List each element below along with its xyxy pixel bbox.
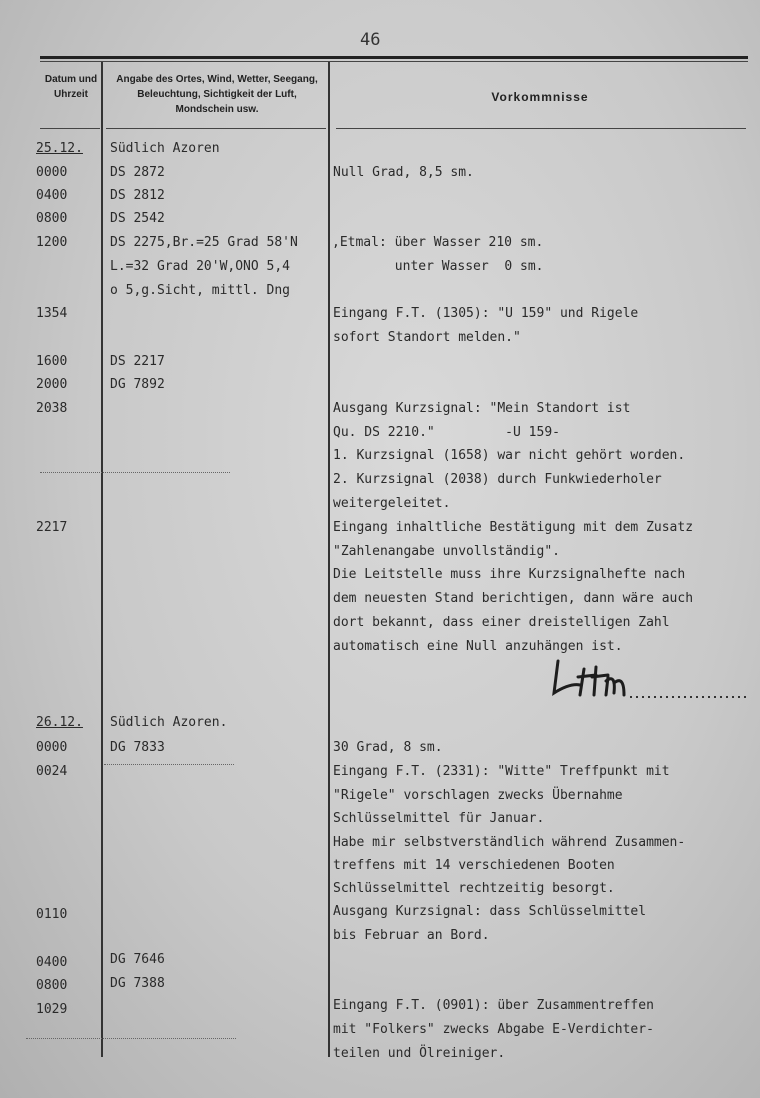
top-rule (40, 56, 748, 59)
entry-text: treffens mit 14 verschiedenen Booten (333, 858, 615, 873)
entry-text: sofort Standort melden." (333, 330, 521, 345)
entry-text: 30 Grad, 8 sm. (333, 740, 443, 755)
entry-position: o 5,g.Sicht, mittl. Dng (110, 283, 291, 298)
entry-text: dem neuesten Stand berichtigen, dann wäre auch (333, 591, 694, 606)
entry-time: 26.12. (36, 715, 83, 730)
entry-time: 0800 (36, 978, 68, 993)
entry-time: 0400 (36, 955, 68, 970)
header-date-time: Datum und Uhrzeit (44, 74, 98, 100)
entry-text: Schlüsselmittel für Januar. (333, 811, 545, 826)
entry-time: 2217 (36, 520, 68, 535)
entry-text: "Rigele" vorschlagen zwecks Übernahme (333, 788, 623, 803)
header-underline-2 (106, 128, 326, 129)
entry-text: Schlüsselmittel rechtzeitig besorgt. (333, 881, 615, 896)
dotted-line (40, 472, 230, 473)
entry-position: DG 7892 (110, 377, 165, 392)
entry-text: Null Grad, 8,5 sm. (333, 165, 474, 180)
entry-text: "Zahlenangabe unvollständig". (333, 544, 560, 559)
entry-time: 1600 (36, 354, 68, 369)
entry-position: Südlich Azoren (110, 141, 220, 156)
entry-text: 1. Kurzsignal (1658) war nicht gehört worden. (333, 448, 686, 463)
entry-text: dort bekannt, dass einer dreistelligen Zahl (333, 615, 670, 630)
header-underline-1 (40, 128, 100, 129)
entry-position: DS 2872 (110, 165, 165, 180)
entry-text: teilen und Ölreiniger. (333, 1046, 506, 1061)
entry-position: DS 2542 (110, 211, 165, 226)
entry-time: 2000 (36, 377, 68, 392)
header-underline-3 (336, 128, 746, 129)
entry-text: 2. Kurzsignal (2038) durch Funkwiederholer (333, 472, 662, 487)
entry-time: 25.12. (36, 141, 83, 156)
entry-text: Eingang F.T. (1305): "U 159" und Rigele (333, 306, 639, 321)
entry-text: mit "Folkers" zwecks Abgabe E-Verdichter- (333, 1022, 654, 1037)
entry-time: 0024 (36, 764, 68, 779)
entry-text: Qu. DS 2210." -U 159- (333, 425, 560, 440)
entry-time: 1200 (36, 235, 68, 250)
entry-position: DS 2217 (110, 354, 165, 369)
entry-position: DS 2812 (110, 188, 165, 203)
entry-text: Ausgang Kurzsignal: "Mein Standort ist (333, 401, 631, 416)
column-divider-2 (328, 62, 330, 1057)
header-location-weather: Angabe des Ortes, Wind, Wetter, Seegang, Beleuchtung, Sichtigkeit der Luft, Mondschein usw. (116, 74, 318, 115)
entry-text: bis Februar an Bord. (333, 928, 490, 943)
entry-text: Eingang F.T. (0901): über Zusammentreffen (333, 998, 654, 1013)
column-divider-1 (101, 62, 103, 1057)
entry-time: 1354 (36, 306, 68, 321)
entry-time: 1029 (36, 1002, 68, 1017)
entry-text: Die Leitstelle muss ihre Kurzsignalhefte nach (333, 567, 686, 582)
entry-position: L.=32 Grad 20'W,ONO 5,4 (110, 259, 291, 274)
entry-time: 0400 (36, 188, 68, 203)
entry-time: 0800 (36, 211, 68, 226)
dotted-line (26, 1038, 236, 1039)
entry-text: automatisch eine Null anzuhängen ist. (333, 639, 623, 654)
entry-position: DG 7388 (110, 976, 165, 991)
entry-time: 0000 (36, 740, 68, 755)
entry-time: 0000 (36, 165, 68, 180)
header-events: Vorkommnisse (491, 90, 589, 104)
entry-text: Ausgang Kurzsignal: dass Schlüsselmittel (333, 904, 647, 919)
entry-text: Eingang inhaltliche Bestätigung mit dem Zusatz (333, 520, 694, 535)
top-rule-thin (40, 61, 748, 62)
entry-position: DG 7833 (110, 740, 165, 755)
page-number: 46 (360, 30, 381, 50)
entry-position: Südlich Azoren. (110, 715, 228, 730)
entry-text: Habe mir selbstverständlich während Zusammen- (333, 835, 686, 850)
dotted-line (104, 764, 234, 765)
entry-time: 0110 (36, 907, 68, 922)
entry-position: DG 7646 (110, 952, 165, 967)
entry-text: Eingang F.T. (2331): "Witte" Treffpunkt mit (333, 764, 670, 779)
entry-text: weitergeleitet. (333, 496, 451, 511)
handwritten-signature (550, 655, 750, 703)
entry-text: ,Etmal: über Wasser 210 sm. (332, 235, 544, 250)
entry-time: 2038 (36, 401, 68, 416)
entry-position: DS 2275,Br.=25 Grad 58'N (110, 235, 298, 250)
entry-text: unter Wasser 0 sm. (340, 259, 544, 274)
